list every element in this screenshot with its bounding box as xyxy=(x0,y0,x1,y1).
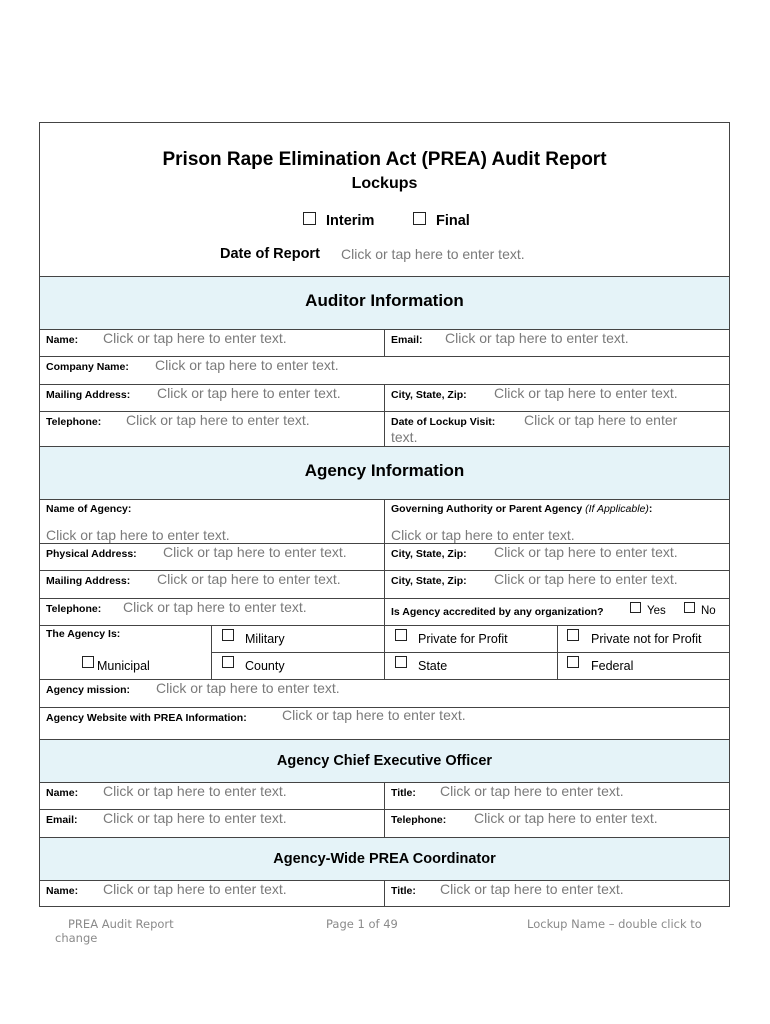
agency-website-field[interactable]: Click or tap here to enter text. xyxy=(282,707,466,723)
type-military-checkbox[interactable] xyxy=(222,629,234,641)
ceo-email-label: Email: xyxy=(46,814,78,826)
report-title: Prison Rape Elimination Act (PREA) Audit Report xyxy=(162,149,607,170)
ceo-heading: Agency Chief Executive Officer xyxy=(276,753,493,769)
ceo-title-field[interactable]: Click or tap here to enter text. xyxy=(440,783,624,799)
auditor-city-field[interactable]: Click or tap here to enter text. xyxy=(494,385,678,401)
divider xyxy=(384,384,385,446)
agency-is-label: The Agency Is: xyxy=(46,628,121,640)
coordinator-title-label: Title: xyxy=(391,885,416,897)
type-military-label: Military xyxy=(245,632,285,646)
ceo-telephone-field[interactable]: Click or tap here to enter text. xyxy=(474,810,658,826)
interim-checkbox[interactable] xyxy=(303,212,316,225)
auditor-name-label: Name: xyxy=(46,334,79,346)
governing-authority-note: (If Applicable) xyxy=(585,503,649,515)
agency-mission-field[interactable]: Click or tap here to enter text. xyxy=(156,680,340,696)
type-county-checkbox[interactable] xyxy=(222,656,234,668)
agency-name-label: Name of Agency: xyxy=(46,503,132,515)
interim-label: Interim xyxy=(326,213,375,229)
agency-mailing-field[interactable]: Click or tap here to enter text. xyxy=(157,571,341,587)
governing-authority-colon: : xyxy=(648,503,653,515)
agency-mailing-label: Mailing Address: xyxy=(46,575,131,587)
divider xyxy=(211,625,212,679)
agency-name-field[interactable]: Click or tap here to enter text. xyxy=(46,527,230,543)
type-municipal-label: Municipal xyxy=(97,659,150,673)
footer-lockup-name[interactable]: Lockup Name – double click to xyxy=(527,917,702,931)
footer-page-number: Page 1 of 49 xyxy=(326,917,398,931)
auditor-company-field[interactable]: Click or tap here to enter text. xyxy=(155,357,339,373)
agency-telephone-label: Telephone: xyxy=(46,603,102,615)
accredited-label: Is Agency accredited by any organization? xyxy=(391,606,604,618)
agency-physical-label: Physical Address: xyxy=(46,548,137,560)
accredited-no-label: No xyxy=(701,605,716,617)
auditor-name-field[interactable]: Click or tap here to enter text. xyxy=(103,330,287,346)
governing-authority-label xyxy=(391,503,652,515)
ceo-name-field[interactable]: Click or tap here to enter text. xyxy=(103,783,287,799)
final-checkbox[interactable] xyxy=(413,212,426,225)
agency-telephone-field[interactable]: Click or tap here to enter text. xyxy=(123,599,307,615)
divider xyxy=(557,625,558,679)
ceo-email-field[interactable]: Click or tap here to enter text. xyxy=(103,810,287,826)
agency-mailing-city-label: City, State, Zip: xyxy=(391,575,467,587)
lockup-visit-field-wrap[interactable]: text. xyxy=(391,429,418,445)
coordinator-heading: Agency-Wide PREA Coordinator xyxy=(273,851,496,867)
footer-left-wrap: change xyxy=(55,931,98,945)
lockup-visit-field[interactable]: Click or tap here to enter xyxy=(524,412,678,428)
ceo-title-label: Title: xyxy=(391,787,416,799)
agency-mission-label: Agency mission: xyxy=(46,684,131,696)
type-private-nonprofit-checkbox[interactable] xyxy=(567,629,579,641)
agency-website-label: Agency Website with PREA Information: xyxy=(46,712,247,724)
date-of-report-field[interactable]: Click or tap here to enter text. xyxy=(341,246,525,262)
agency-physical-field[interactable]: Click or tap here to enter text. xyxy=(163,544,347,560)
agency-mailing-city-field[interactable]: Click or tap here to enter text. xyxy=(494,571,678,587)
coordinator-name-field[interactable]: Click or tap here to enter text. xyxy=(103,881,287,897)
divider xyxy=(384,499,385,679)
coordinator-name-label: Name: xyxy=(46,885,79,897)
accredited-yes-label: Yes xyxy=(647,605,666,617)
auditor-email-field[interactable]: Click or tap here to enter text. xyxy=(445,330,629,346)
auditor-telephone-label: Telephone: xyxy=(46,416,102,428)
auditor-company-label: Company Name: xyxy=(46,361,129,373)
divider xyxy=(40,679,729,680)
accredited-no-checkbox[interactable] xyxy=(684,602,695,613)
ceo-telephone-label: Telephone: xyxy=(391,814,447,826)
type-state-label: State xyxy=(418,659,448,673)
report-subtitle: Lockups xyxy=(351,175,418,192)
accredited-yes-checkbox[interactable] xyxy=(630,602,641,613)
type-county-label: County xyxy=(245,659,285,673)
agency-heading: Agency Information xyxy=(304,461,465,480)
governing-authority-text: Governing Authority or Parent Agency xyxy=(391,503,583,515)
type-private-profit-checkbox[interactable] xyxy=(395,629,407,641)
type-federal-label: Federal xyxy=(591,659,634,673)
divider xyxy=(40,356,729,357)
divider xyxy=(211,652,730,653)
type-federal-checkbox[interactable] xyxy=(567,656,579,668)
divider xyxy=(384,782,385,837)
auditor-telephone-field[interactable]: Click or tap here to enter text. xyxy=(126,412,310,428)
ceo-name-label: Name: xyxy=(46,787,79,799)
type-private-profit-label: Private for Profit xyxy=(418,632,508,646)
divider xyxy=(384,880,385,907)
lockup-visit-label: Date of Lockup Visit: xyxy=(391,416,496,428)
auditor-heading: Auditor Information xyxy=(305,291,464,310)
governing-authority-field[interactable]: Click or tap here to enter text. xyxy=(391,527,575,543)
auditor-email-label: Email: xyxy=(391,334,423,346)
auditor-city-label: City, State, Zip: xyxy=(391,389,467,401)
footer-left: PREA Audit Report xyxy=(68,917,174,931)
auditor-mailing-field[interactable]: Click or tap here to enter text. xyxy=(157,385,341,401)
final-label: Final xyxy=(436,213,470,229)
type-state-checkbox[interactable] xyxy=(395,656,407,668)
type-private-nonprofit-label: Private not for Profit xyxy=(591,632,702,646)
date-of-report-label: Date of Report xyxy=(220,246,320,262)
agency-physical-city-field[interactable]: Click or tap here to enter text. xyxy=(494,544,678,560)
type-municipal-checkbox[interactable] xyxy=(82,656,94,668)
coordinator-title-field[interactable]: Click or tap here to enter text. xyxy=(440,881,624,897)
audit-report-form xyxy=(39,122,730,907)
agency-physical-city-label: City, State, Zip: xyxy=(391,548,467,560)
auditor-mailing-label: Mailing Address: xyxy=(46,389,131,401)
divider xyxy=(384,329,385,356)
